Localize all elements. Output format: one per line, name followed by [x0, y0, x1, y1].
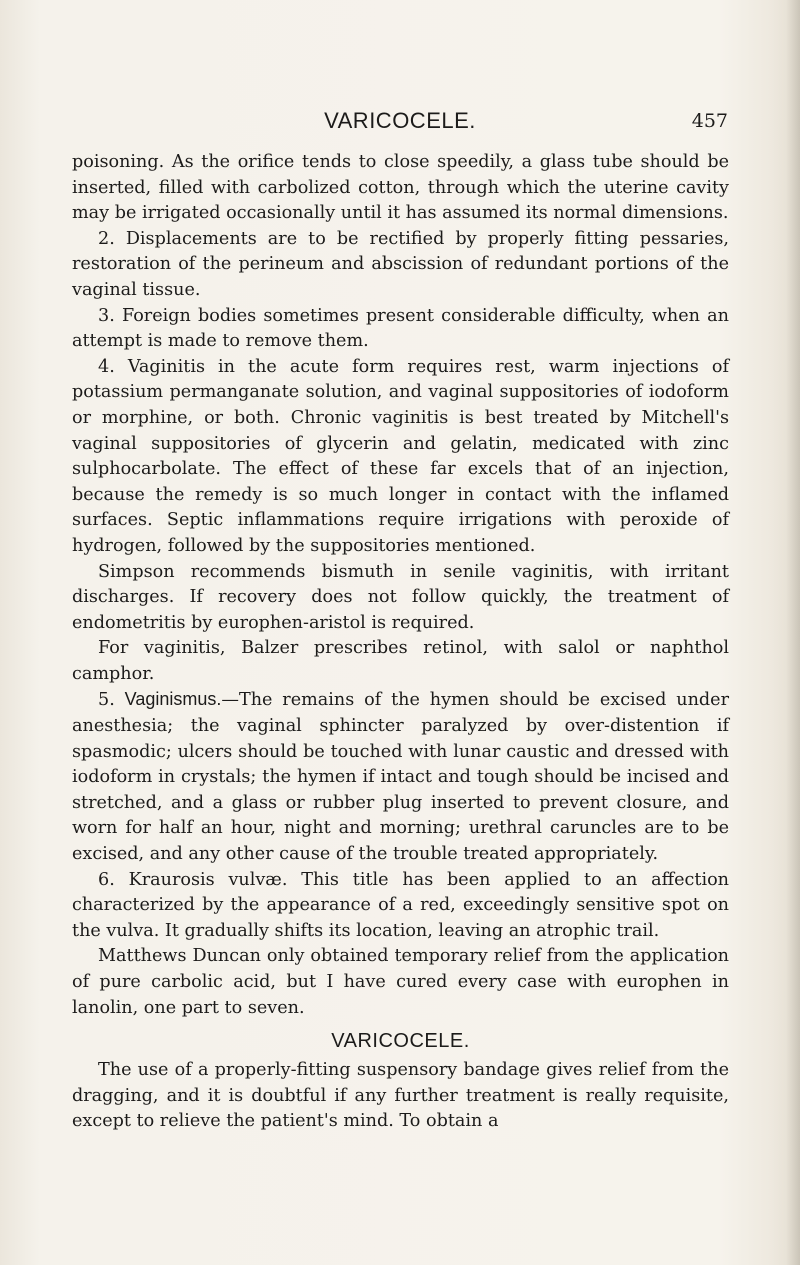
page-number: 457	[691, 110, 728, 132]
paragraph-foreign-bodies: 3. Foreign bodies sometimes present considerable difficulty, when an attempt is made to remove them.	[72, 305, 729, 352]
paragraph-varicocele: The use of a properly-fitting suspensory bandage gives relief from the dragging, and it is doubtful if any further treatment is really requisite, except to relieve the patient's mind. To obtain a	[72, 1060, 729, 1132]
paragraph-continuation: poisoning. As the orifice tends to close speedily, a glass tube should be inserted, filled with carbolized cotton, through which the uterine cavity may be irrigated occasionally until it has assumed its normal dimensions.	[72, 152, 729, 224]
page-edge-shadow	[786, 0, 800, 1265]
paragraph-vaginismus	[72, 687, 729, 867]
running-head-title: VARICOCELE.	[324, 108, 476, 133]
vaginismus-text: —The remains of the hymen should be excised under anesthesia; the vaginal sphincter paralyzed by over-distention if spasmodic; ulcers should be touched with lunar caustic and dressed with iodoform in crystals; the hymen if intact and tough should be incised and stretched, and a glass or rubber plug inserted to prevent closure, and worn for half an hour, night and morning; urethral caruncles are to be excised, and any other cause of the trouble treated appropriately.	[72, 690, 729, 865]
paragraph-kraurosis: 6. Kraurosis vulvæ. This title has been applied to an affection characterized by the appearance of a red, exceedingly sensitive spot on the vulva. It gradually shifts its location, leaving an atrophic trail.	[72, 869, 729, 941]
vaginismus-number: 5.	[98, 690, 115, 711]
paragraph-vaginitis: 4. Vaginitis in the acute form requires rest, warm injections of potassium permanganate solution, and vaginal suppositories of iodoform or morphine, or both. Chronic vaginitis is best treated by Mitchell's vaginal suppositories of glycerin and gelatin, medicated with zinc sulphocarbolate. The effect of these far excels that of an injection, because the remedy is so much longer in contact with the inflamed surfaces. Septic inflammations require irrigations with peroxide of hydrogen, followed by the suppositories mentioned.	[72, 356, 729, 556]
vaginismus-heading: Vaginismus.	[124, 689, 222, 710]
paragraph-displacements: 2. Displacements are to be rectified by properly fitting pessaries, restoration of the perineum and abscission of redundant portions of the vaginal tissue.	[72, 228, 729, 300]
running-head	[72, 108, 728, 138]
section-heading-varicocele: VARICOCELE.	[331, 1030, 470, 1053]
body-text	[72, 150, 729, 1135]
paragraph-simpson: Simpson recommends bismuth in senile vaginitis, with irritant discharges. If recovery does not follow quickly, the treatment of endometritis by europhen-aristol is required.	[72, 561, 729, 633]
paragraph-balzer: For vaginitis, Balzer prescribes retinol, with salol or naphthol camphor.	[72, 638, 729, 684]
paragraph-matthews-duncan: Matthews Duncan only obtained temporary relief from the application of pure carbolic acid, but I have cured every case with europhen in lanolin, one part to seven.	[72, 946, 729, 1018]
